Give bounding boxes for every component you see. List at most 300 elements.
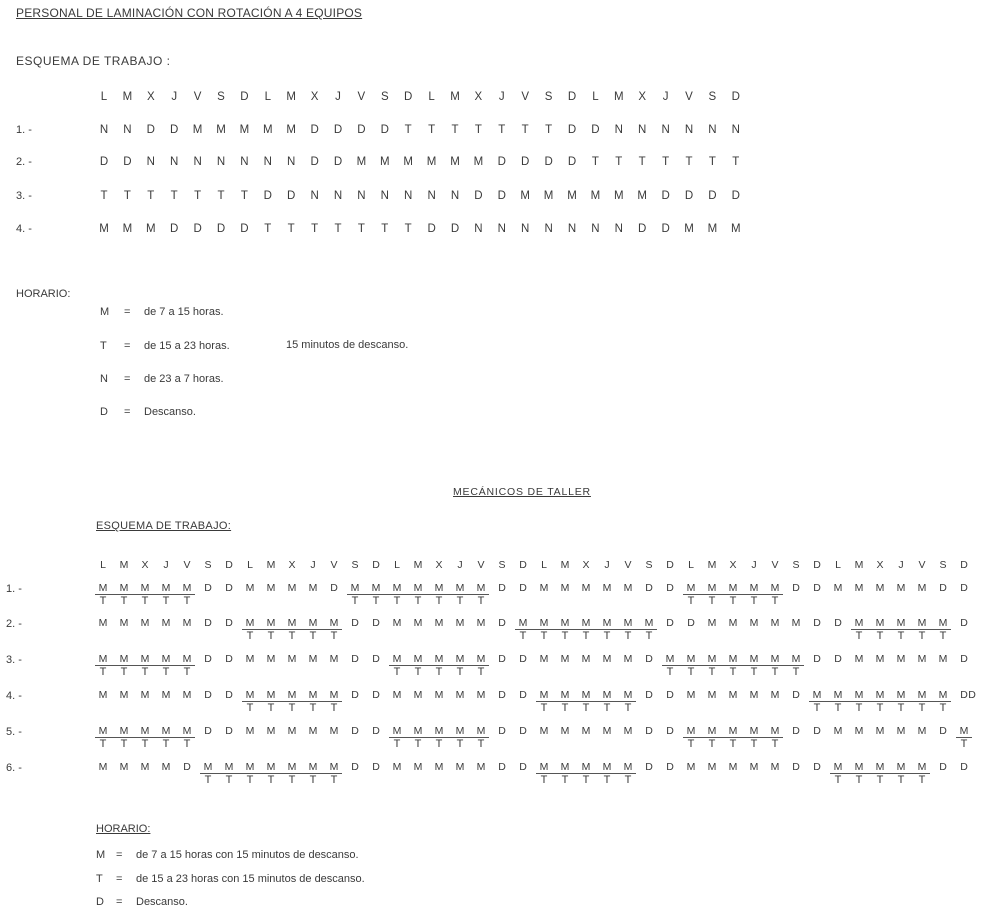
day-header: S [645, 559, 653, 571]
split-shift-t: T [141, 738, 149, 750]
shift-cell: M [707, 582, 717, 594]
split-shift-t: T [225, 774, 233, 786]
split-shift-t: T [372, 595, 380, 607]
shift-cell: M [245, 725, 255, 737]
shift-cell: M [434, 617, 444, 629]
split-divider-line [389, 737, 489, 738]
shift-cell: M [286, 124, 296, 136]
day-header: J [751, 559, 757, 571]
shift-cell: M [239, 124, 250, 136]
day-header: J [171, 91, 178, 103]
split-shift-t: T [435, 595, 443, 607]
shift-cell: M [833, 725, 843, 737]
shift-cell: M [161, 725, 171, 737]
shift-cell: M [728, 582, 738, 594]
shift-cell: D [939, 582, 947, 594]
split-shift-t: T [120, 738, 128, 750]
shift-cell: M [203, 761, 213, 773]
day-header: V [477, 559, 485, 571]
shift-cell: M [543, 190, 554, 202]
shift-cell: M [539, 653, 549, 665]
legend-text: de 23 a 7 horas. [144, 373, 224, 385]
day-header: S [217, 91, 225, 103]
split-shift-t: T [939, 702, 947, 714]
split-divider-line [683, 737, 783, 738]
shift-cell: T [381, 223, 389, 235]
day-header: L [688, 559, 694, 571]
shift-cell: D [519, 761, 527, 773]
shift-cell: D [351, 617, 359, 629]
shift-cell: M [686, 653, 696, 665]
split-shift-t: T [624, 630, 632, 642]
split-shift-t: T [855, 774, 863, 786]
shift-cell: M [770, 761, 780, 773]
day-header: V [685, 91, 693, 103]
shift-cell: M [98, 653, 108, 665]
day-header: M [413, 559, 423, 571]
split-divider-line [536, 773, 636, 774]
shift-cell: D [225, 725, 233, 737]
legend-code: N [100, 373, 108, 385]
shift-cell: M [728, 725, 738, 737]
shift-cell: N [99, 124, 109, 136]
shift-cell: D [645, 761, 653, 773]
split-shift-t: T [267, 774, 275, 786]
split-shift-t: T [855, 630, 863, 642]
shift-cell: D [204, 653, 212, 665]
shift-cell: M [119, 689, 129, 701]
shift-cell: D [834, 617, 842, 629]
shift-cell: M [749, 761, 759, 773]
split-shift-t: T [246, 702, 254, 714]
shift-cell: D [240, 223, 249, 235]
shift-cell: D [960, 689, 968, 701]
split-shift-t: T [141, 666, 149, 678]
split-shift-t: T [435, 738, 443, 750]
shift-cell: D [498, 653, 506, 665]
shift-cell: M [602, 725, 612, 737]
split-shift-t: T [582, 774, 590, 786]
shift-cell: M [476, 725, 486, 737]
shift-cell: M [833, 582, 843, 594]
shift-cell: M [581, 653, 591, 665]
day-header: L [394, 559, 400, 571]
day-header: X [141, 559, 149, 571]
shift-cell: T [708, 156, 716, 168]
split-shift-t: T [183, 595, 191, 607]
mechanics-scheme-heading: ESQUEMA DE TRABAJO: [96, 520, 232, 532]
day-header: D [731, 91, 740, 103]
shift-cell: D [684, 190, 694, 202]
day-header: D [225, 559, 233, 571]
split-shift-t: T [393, 666, 401, 678]
shift-cell: M [476, 617, 486, 629]
split-shift-t: T [477, 738, 485, 750]
shift-cell: M [917, 689, 927, 701]
shift-cell: M [854, 689, 864, 701]
shift-cell: N [708, 124, 717, 136]
shift-cell: D [666, 617, 674, 629]
day-header: X [876, 559, 884, 571]
split-shift-t: T [477, 666, 485, 678]
shift-cell: D [813, 761, 821, 773]
split-shift-t: T [750, 738, 758, 750]
shift-cell: M [161, 761, 171, 773]
split-divider-line [515, 629, 657, 630]
shift-cell: D [498, 617, 506, 629]
shift-cell: M [728, 689, 738, 701]
shift-cell: M [413, 617, 423, 629]
shift-cell: M [749, 725, 759, 737]
shift-cell: N [614, 223, 623, 235]
shift-cell: D [519, 689, 527, 701]
shift-cell: M [266, 689, 276, 701]
row-label: 2. - [6, 618, 22, 630]
shift-cell: M [917, 617, 927, 629]
shift-cell: T [732, 156, 740, 168]
shift-cell: D [450, 223, 460, 235]
day-header: M [614, 91, 624, 103]
shift-cell: M [623, 689, 633, 701]
shift-cell: M [392, 582, 402, 594]
row-label: 2. - [16, 156, 32, 168]
split-shift-t: T [834, 702, 842, 714]
split-shift-t: T [267, 702, 275, 714]
shift-cell: D [310, 124, 319, 136]
legend-equals: = [124, 406, 131, 418]
shift-cell: D [645, 582, 653, 594]
legend-equals: = [116, 873, 123, 885]
split-shift-t: T [456, 595, 464, 607]
day-header: L [541, 559, 547, 571]
split-shift-t: T [918, 774, 926, 786]
shift-cell: M [560, 725, 570, 737]
shift-cell: M [854, 617, 864, 629]
shift-cell: M [896, 617, 906, 629]
split-shift-t: T [897, 630, 905, 642]
split-shift-t: T [456, 738, 464, 750]
shift-cell: T [123, 190, 131, 202]
split-shift-t: T [792, 666, 800, 678]
split-shift-t: T [918, 630, 926, 642]
document-title: PERSONAL DE LAMINACIÓN CON ROTACIÓN A 4 EQUIPOS [16, 6, 363, 20]
legend-code: M [96, 849, 106, 861]
shift-cell: T [545, 124, 553, 136]
shift-cell: M [329, 725, 339, 737]
shift-cell: M [119, 582, 129, 594]
shift-cell: M [182, 653, 192, 665]
day-header: L [100, 559, 106, 571]
split-shift-t: T [393, 738, 401, 750]
shift-cell: M [140, 617, 150, 629]
shift-cell: N [450, 190, 460, 202]
split-divider-line [347, 594, 489, 595]
shift-cell: D [372, 617, 380, 629]
day-header: J [457, 559, 463, 571]
shift-cell: M [518, 617, 528, 629]
shift-cell: T [100, 190, 108, 202]
shift-cell: M [896, 761, 906, 773]
shift-cell: D [225, 689, 233, 701]
split-shift-t: T [708, 595, 716, 607]
shift-cell: M [770, 725, 780, 737]
shift-cell: M [98, 689, 108, 701]
split-shift-t: T [477, 595, 485, 607]
day-header: M [122, 91, 133, 103]
shift-cell: M [875, 725, 885, 737]
shift-cell: M [707, 725, 717, 737]
legend-text: Descanso. [144, 406, 196, 418]
split-shift-t: T [897, 774, 905, 786]
shift-cell: M [380, 156, 390, 168]
shift-cell: M [182, 617, 192, 629]
shift-cell: D [193, 223, 202, 235]
shift-cell: M [434, 761, 444, 773]
split-shift-t: T [960, 738, 968, 750]
shift-cell: M [665, 653, 675, 665]
shift-cell: D [225, 617, 233, 629]
shift-cell: M [392, 761, 402, 773]
shift-cell: M [434, 582, 444, 594]
shift-cell: M [434, 689, 444, 701]
split-shift-t: T [540, 774, 548, 786]
split-shift-t: T [813, 702, 821, 714]
shift-cell: M [266, 582, 276, 594]
shift-cell: D [645, 689, 653, 701]
shift-cell: D [813, 582, 821, 594]
shift-cell: M [707, 223, 718, 235]
split-shift-t: T [855, 702, 863, 714]
shift-cell: M [245, 582, 255, 594]
shift-cell: T [638, 156, 646, 168]
split-divider-line [242, 701, 342, 702]
shift-cell: N [333, 190, 343, 202]
shift-cell: M [413, 761, 423, 773]
shift-cell: M [875, 761, 885, 773]
shift-cell: M [938, 617, 948, 629]
legend-code: M [100, 306, 110, 318]
shift-cell: M [539, 582, 549, 594]
shift-cell: M [686, 725, 696, 737]
day-header: V [330, 559, 338, 571]
shift-cell: M [245, 689, 255, 701]
split-shift-t: T [120, 595, 128, 607]
split-shift-t: T [708, 666, 716, 678]
shift-cell: M [728, 653, 738, 665]
shift-cell: D [968, 689, 976, 701]
split-shift-t: T [162, 595, 170, 607]
split-shift-t: T [246, 630, 254, 642]
split-shift-t: T [288, 774, 296, 786]
shift-cell: T [451, 124, 459, 136]
split-shift-t: T [540, 702, 548, 714]
shift-cell: M [356, 156, 367, 168]
shift-cell: N [544, 223, 553, 235]
shift-cell: M [308, 689, 318, 701]
shift-cell: M [392, 725, 402, 737]
day-header: S [380, 91, 389, 103]
shift-cell: D [519, 725, 527, 737]
split-shift-t: T [141, 595, 149, 607]
shift-cell: D [170, 223, 179, 235]
split-shift-t: T [246, 774, 254, 786]
shift-cell: M [182, 689, 192, 701]
shift-cell: M [455, 582, 465, 594]
shift-cell: M [473, 156, 484, 168]
shift-cell: M [146, 223, 156, 235]
shift-cell: M [99, 223, 109, 235]
shift-cell: D [372, 725, 380, 737]
legend-code: D [96, 896, 104, 908]
legend-equals: = [124, 340, 131, 352]
shift-cell: M [560, 653, 570, 665]
shift-cell: D [834, 653, 842, 665]
split-shift-t: T [99, 595, 107, 607]
shift-cell: N [310, 190, 319, 202]
shift-cell: M [539, 761, 549, 773]
shift-cell: M [623, 725, 633, 737]
split-divider-line [956, 737, 972, 738]
shift-cell: M [392, 653, 402, 665]
shift-cell: D [666, 582, 674, 594]
shift-cell: D [498, 761, 506, 773]
split-shift-t: T [183, 738, 191, 750]
shift-cell: M [287, 761, 297, 773]
split-shift-t: T [729, 595, 737, 607]
shift-cell: D [204, 617, 212, 629]
shift-cell: D [591, 124, 600, 136]
legend-equals: = [124, 306, 131, 318]
day-header: D [404, 91, 413, 103]
day-header: M [707, 559, 717, 571]
day-header: S [498, 559, 506, 571]
shift-cell: T [615, 156, 623, 168]
shift-cell: M [917, 761, 927, 773]
shift-cell: D [357, 124, 366, 136]
shift-cell: M [371, 582, 381, 594]
legend-equals: = [116, 896, 123, 908]
shift-cell: M [749, 689, 759, 701]
shift-cell: M [308, 725, 318, 737]
split-shift-t: T [309, 702, 317, 714]
work-scheme-heading: ESQUEMA DE TRABAJO : [16, 54, 171, 68]
legend-code: T [100, 340, 107, 352]
shift-cell: M [450, 156, 460, 168]
shift-cell: M [791, 653, 801, 665]
day-header: L [100, 91, 108, 103]
shift-cell: M [686, 582, 696, 594]
shift-cell: M [224, 761, 234, 773]
shift-cell: M [520, 190, 530, 202]
shift-cell: D [666, 761, 674, 773]
day-header: L [835, 559, 841, 571]
day-header: J [163, 559, 169, 571]
shift-cell: M [875, 582, 885, 594]
shift-cell: M [581, 725, 591, 737]
shift-cell: D [351, 653, 359, 665]
split-shift-t: T [351, 595, 359, 607]
shift-cell: M [140, 689, 150, 701]
split-shift-t: T [330, 702, 338, 714]
shift-cell: M [896, 653, 906, 665]
shift-cell: M [161, 653, 171, 665]
shift-cell: D [792, 689, 800, 701]
shift-cell: M [728, 761, 738, 773]
day-header: M [119, 559, 129, 571]
shift-cell: M [707, 761, 717, 773]
shift-cell: T [685, 156, 693, 168]
shift-cell: N [357, 190, 366, 202]
split-shift-t: T [624, 702, 632, 714]
shift-cell: T [498, 124, 506, 136]
shift-cell: M [119, 617, 129, 629]
shift-cell: M [854, 653, 864, 665]
shift-cell: M [192, 124, 203, 136]
shift-cell: M [623, 653, 633, 665]
shift-cell: D [567, 124, 577, 136]
split-shift-t: T [939, 630, 947, 642]
split-shift-t: T [876, 702, 884, 714]
shift-cell: D [813, 617, 821, 629]
shift-cell: M [602, 689, 612, 701]
shift-cell: M [455, 761, 465, 773]
row-label: 6. - [6, 762, 22, 774]
shift-cell: D [638, 223, 647, 235]
row-label: 3. - [6, 654, 22, 666]
shift-cell: T [311, 223, 319, 235]
shift-cell: M [833, 689, 843, 701]
shift-cell: M [623, 582, 633, 594]
shift-cell: M [413, 582, 423, 594]
split-shift-t: T [183, 666, 191, 678]
split-shift-t: T [603, 774, 611, 786]
shift-cell: M [917, 725, 927, 737]
split-shift-t: T [288, 702, 296, 714]
shift-cell: D [666, 725, 674, 737]
split-shift-t: T [162, 666, 170, 678]
shift-cell: M [329, 617, 339, 629]
shift-cell: D [939, 725, 947, 737]
shift-cell: M [896, 725, 906, 737]
shift-cell: M [119, 653, 129, 665]
shift-cell: M [602, 617, 612, 629]
split-divider-line [683, 594, 783, 595]
shift-cell: M [791, 617, 801, 629]
shift-cell: M [539, 689, 549, 701]
shift-cell: M [287, 725, 297, 737]
shift-cell: M [938, 653, 948, 665]
shift-cell: D [474, 190, 483, 202]
shift-cell: D [351, 725, 359, 737]
shift-cell: T [170, 190, 178, 202]
shift-cell: N [287, 156, 296, 168]
split-divider-line [389, 665, 489, 666]
shift-cell: M [161, 689, 171, 701]
shift-cell: M [476, 582, 486, 594]
shift-cell: D [708, 190, 717, 202]
split-shift-t: T [414, 738, 422, 750]
shift-cell: D [687, 617, 695, 629]
day-header: V [357, 91, 366, 103]
split-divider-line [536, 701, 636, 702]
day-header: L [264, 91, 271, 103]
row-label: 5. - [6, 726, 22, 738]
day-header: X [310, 91, 319, 103]
shift-cell: D [813, 653, 821, 665]
shift-cell: M [896, 582, 906, 594]
shift-cell: N [123, 124, 132, 136]
shift-cell: T [264, 223, 272, 235]
